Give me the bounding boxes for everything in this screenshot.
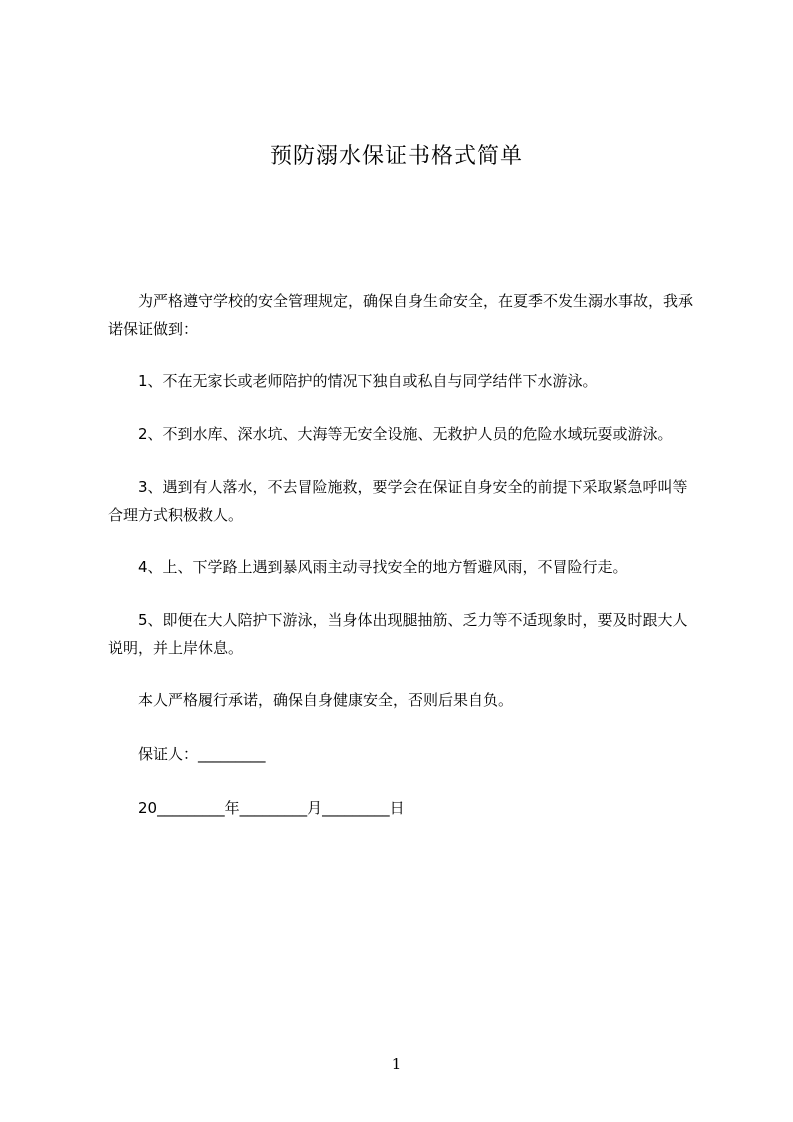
pledge-item-5: 5、即便在大人陪护下游泳，当身体出现腿抽筋、乏力等不适现象时，要及时跟大人说明，并上岸休息。 — [108, 611, 688, 657]
pledge-item-1: 1、不在无家长或老师陪护的情况下独自或私自与同学结伴下水游泳。 — [138, 372, 598, 390]
guarantor-signature-line: 保证人：_________ — [138, 745, 266, 763]
document-title: 预防溺水保证书格式简单 — [269, 144, 523, 169]
date-line: 20_________年_________月_________日 — [138, 799, 405, 817]
page-number: 1 — [391, 1055, 402, 1073]
pledge-item-3: 3、遇到有人落水，不去冒险施救，要学会在保证自身安全的前提下采取紧急呼叫等合理方式积极救人。 — [108, 478, 688, 524]
commitment-statement: 本人严格履行承诺，确保自身健康安全，否则后果自负。 — [138, 691, 514, 709]
intro-paragraph: 为严格遵守学校的安全管理规定，确保自身生命安全，在夏季不发生溺水事故，我承诺保证做到： — [108, 292, 694, 338]
pledge-item-2: 2、不到水库、深水坑、大海等无安全设施、无救护人员的危险水域玩耍或游泳。 — [138, 425, 673, 443]
pledge-item-4: 4、上、下学路上遇到暴风雨主动寻找安全的地方暂避风雨，不冒险行走。 — [138, 558, 628, 576]
